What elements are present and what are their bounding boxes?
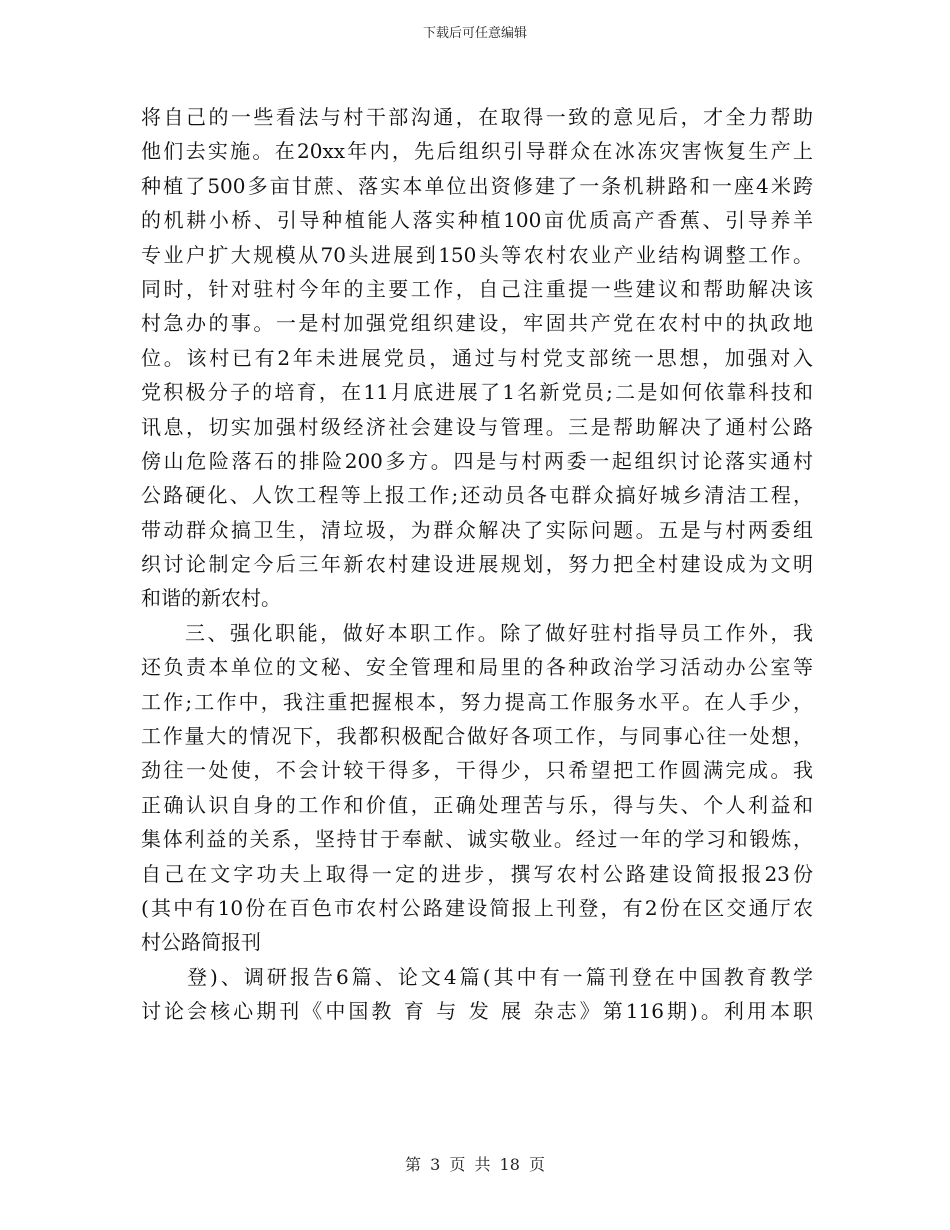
- text-line: 带动群众搞卫生，清垃圾，为群众解决了实际问题。五是与村两委组: [141, 517, 813, 542]
- text-line: (其中有10份在百色市农村公路建设简报上刊登，有2份在区交通厅农: [141, 895, 813, 920]
- text-line: 位。该村已有2年未进展党员，通过与村党支部统一思想，加强对入: [141, 345, 813, 370]
- text-line: 还负责本单位的文秘、安全管理和局里的各种政治学习活动办公室等: [141, 655, 813, 680]
- paragraph-start-line: 登)、调研报告6篇、论文4篇(其中有一篇刊登在中国教育教学: [187, 964, 813, 989]
- text-line: 正确认识自身的工作和价值，正确处理苦与乐，得与失、个人利益和: [141, 792, 813, 817]
- page-footer: 第 3 页 共 18 页: [405, 1155, 545, 1174]
- text-line: 讯息，切实加强村级经济社会建设与管理。三是帮助解决了通村公路: [141, 414, 813, 439]
- text-line: 工作;工作中，我注重把握根本，努力提高工作服务水平。在人手少，: [141, 689, 813, 714]
- document-body: [141, 100, 813, 1029]
- text-line: 讨论会核心期刊《中国教 育 与 发 展 杂志》第116期)。利用本职: [141, 999, 813, 1024]
- text-line: 工作量大的情况下，我都积极配合做好各项工作，与同事心往一处想，: [141, 724, 813, 749]
- text-line: 同时，针对驻村今年的主要工作，自己注重提一些建议和帮助解决该: [141, 276, 813, 301]
- text-line: 集体利益的关系，坚持甘于奉献、诚实敬业。经过一年的学习和锻炼，: [141, 827, 813, 852]
- text-line: 织讨论制定今后三年新农村建设进展规划，努力把全村建设成为文明: [141, 552, 813, 577]
- page-header: 下载后可任意编辑: [422, 26, 527, 41]
- text-line: 他们去实施。在20xx年内，先后组织引导群众在冰冻灾害恢复生产上: [141, 139, 813, 164]
- text-line: 公路硬化、人饮工程等上报工作;还动员各屯群众搞好城乡清洁工程，: [141, 483, 813, 508]
- text-line: 将自己的一些看法与村干部沟通，在取得一致的意见后，才全力帮助: [141, 105, 813, 129]
- text-line: 专业户扩大规模从70头进展到150头等农村农业产业结构调整工作。: [141, 242, 813, 267]
- text-line: 村公路简报刊: [141, 930, 261, 955]
- paragraph-start-line: 三、强化职能，做好本职工作。除了做好驻村指导员工作外，我: [185, 620, 813, 645]
- text-line: 和谐的新农村。: [141, 586, 281, 611]
- text-line: 党积极分子的培育，在11月底进展了1名新党员;二是如何依靠科技和: [141, 380, 813, 405]
- text-line: 的机耕小桥、引导种植能人落实种植100亩优质高产香蕉、引导养羊: [141, 208, 813, 233]
- text-line: 村急办的事。一是村加强党组织建设，牢固共产党在农村中的执政地: [141, 311, 813, 336]
- text-line: 傍山危险落石的排险200多方。四是与村两委一起组织讨论落实通村: [141, 448, 813, 473]
- text-line: 自己在文字功夫上取得一定的进步，撰写农村公路建设简报报23份: [141, 861, 813, 886]
- text-line: 种植了500多亩甘蔗、落实本单位出资修建了一条机耕路和一座4米跨: [141, 173, 813, 198]
- text-line: 劲往一处使，不会计较干得多，干得少，只希望把工作圆满完成。我: [141, 758, 813, 783]
